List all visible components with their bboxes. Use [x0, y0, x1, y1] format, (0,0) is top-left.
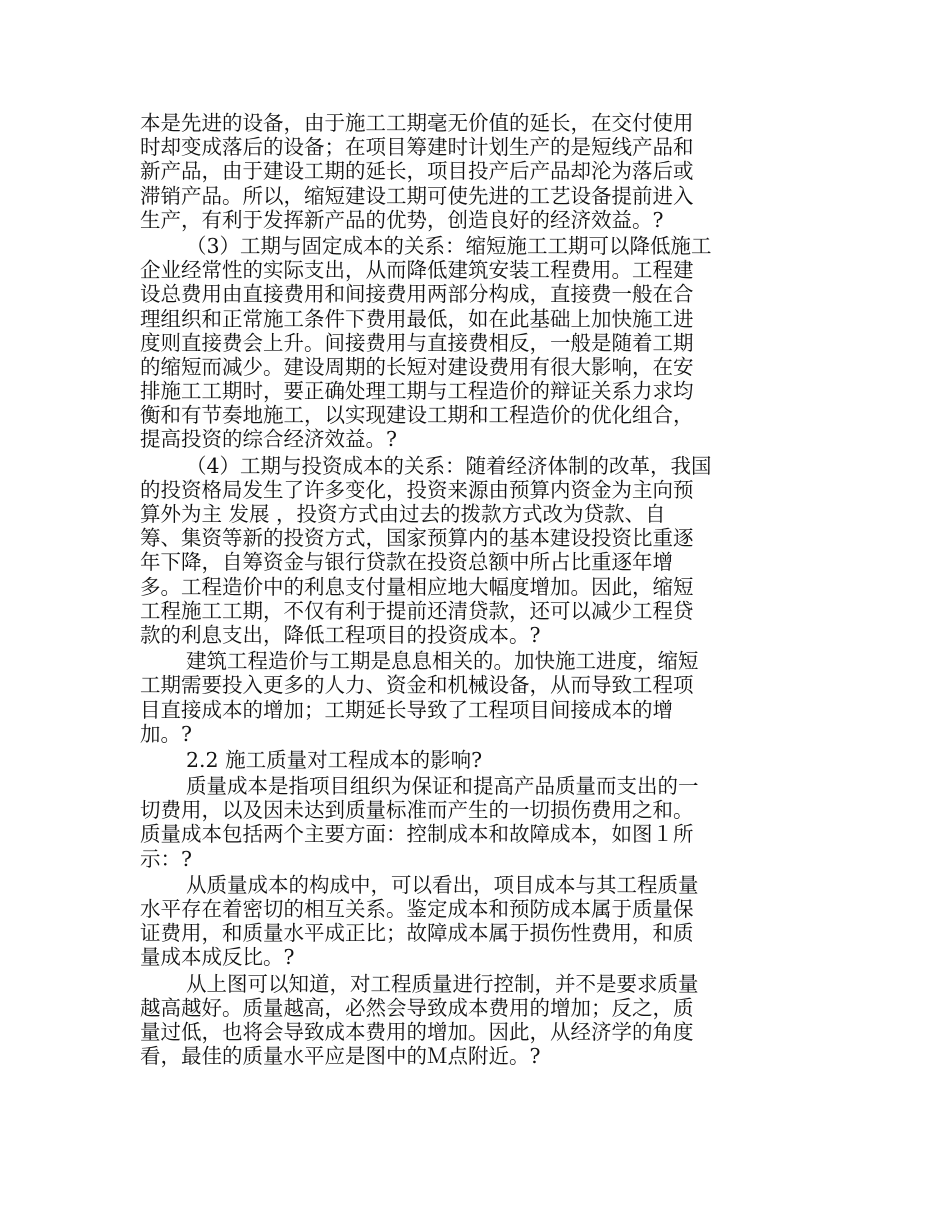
paragraph: [140, 873, 760, 970]
text-line: 生产，有利于发挥新产品的优势，创造良好的经济效益。?: [140, 207, 664, 232]
text-line: 本是先进的设备，由于施工工期毫无价值的延长，在交付使用: [140, 111, 694, 135]
text-line: 衡和有节奏地施工，以实现建设工期和工程造价的优化组合，: [140, 403, 694, 428]
paragraph: [140, 111, 760, 232]
text-line: 时却变成落后的设备；在项目筹建时计划生产的是短线产品和: [140, 135, 694, 160]
text-line: 款的利息支出，降低工程项目的投资成本。?: [140, 622, 541, 647]
text-line: 看，最佳的质量水平应是图中的Ｍ点附近。?: [140, 1044, 541, 1069]
text-line: 理组织和正常施工条件下费用最低，如在此基础上加快施工进: [140, 306, 694, 331]
text-line: 滞销产品。所以，缩短建设工期可使先进的工艺设备提前进入: [140, 183, 694, 208]
paragraph: [140, 972, 760, 1069]
text-line: 算外为主 发展 ，投资方式由过去的拨款方式改为贷款、自: [140, 502, 666, 526]
text-line: 排施工工期时，要正确处理工期与工程造价的辩证关系力求均: [140, 379, 694, 404]
paragraph: [140, 454, 760, 648]
text-line: 目直接成本的增加；工期延长导致了工程项目间接成本的增: [140, 697, 673, 722]
text-line: 多。工程造价中的利息支付量相应地大幅度增加。因此，缩短: [140, 574, 694, 599]
paragraph: [140, 774, 760, 871]
text-line: 2.2 施工质量对工程成本的影响?: [186, 747, 483, 772]
body-text: [140, 111, 760, 1068]
text-line: 企业经常性的实际支出，从而降低建筑安装工程费用。工程建: [140, 258, 694, 283]
text-line: 工程施工工期，不仅有利于提前还清贷款，还可以减少工程贷: [140, 598, 694, 623]
text-line: 的缩短而减少。建设周期的长短对建设费用有很大影响，在安: [140, 354, 694, 379]
text-line: （4）工期与投资成本的关系：随着经济体制的改革，我国: [186, 453, 712, 478]
text-line: 切费用，以及因未达到质量标准而产生的一切损伤费用之和。: [140, 798, 694, 823]
text-line: 加。?: [140, 721, 192, 746]
text-line: 的投资格局发生了许多变化，投资来源由预算内资金为主向预: [140, 477, 694, 502]
text-line: 从质量成本的构成中，可以看出，项目成本与其工程质量: [186, 872, 699, 897]
text-line: 设总费用由直接费用和间接费用两部分构成，直接费一般在合: [140, 282, 694, 307]
text-line: 年下降，自筹资金与银行贷款在投资总额中所占比重逐年增: [140, 550, 673, 575]
paragraph: [140, 234, 760, 452]
text-line: 证费用，和质量水平成正比；故障成本属于损伤性费用，和质: [140, 921, 694, 946]
text-line: 工期需要投入更多的人力、资金和机械设备，从而导致工程项: [140, 673, 694, 698]
text-line: 质量成本是指项目组织为保证和提高产品质量而支出的一: [186, 774, 699, 799]
text-line: 越高越好。质量越高，必然会导致成本费用的增加；反之，质: [140, 995, 694, 1020]
text-line: 水平存在着密切的相互关系。鉴定成本和预防成本属于质量保: [140, 897, 694, 921]
text-line: 筹、集资等新的投资方式，国家预算内的基本建设投资比重逐: [140, 526, 694, 551]
text-line: 质量成本包括两个主要方面：控制成本和故障成本，如图１所: [140, 822, 694, 847]
text-line: 提高投资的综合经济效益。?: [140, 427, 397, 452]
text-line: 量过低，也将会导致成本费用的增加。因此，从经济学的角度: [140, 1019, 694, 1044]
text-line: 度则直接费会上升。间接费用与直接费相反，一般是随着工期: [140, 330, 694, 355]
text-line: 新产品，由于建设工期的延长，项目投产后产品却沦为落后或: [140, 159, 694, 184]
text-line: 量成本成反比。?: [140, 945, 295, 970]
paragraph: [140, 748, 760, 772]
text-line: 示：?: [140, 846, 192, 871]
text-line: 建筑工程造价与工期是息息相关的。加快施工进度，缩短: [186, 649, 699, 674]
paragraph: [140, 649, 760, 746]
text-line: （3）工期与固定成本的关系：缩短施工工期可以降低施工: [186, 233, 712, 258]
text-line: 从上图可以知道，对工程质量进行控制，并不是要求质量: [186, 971, 699, 996]
